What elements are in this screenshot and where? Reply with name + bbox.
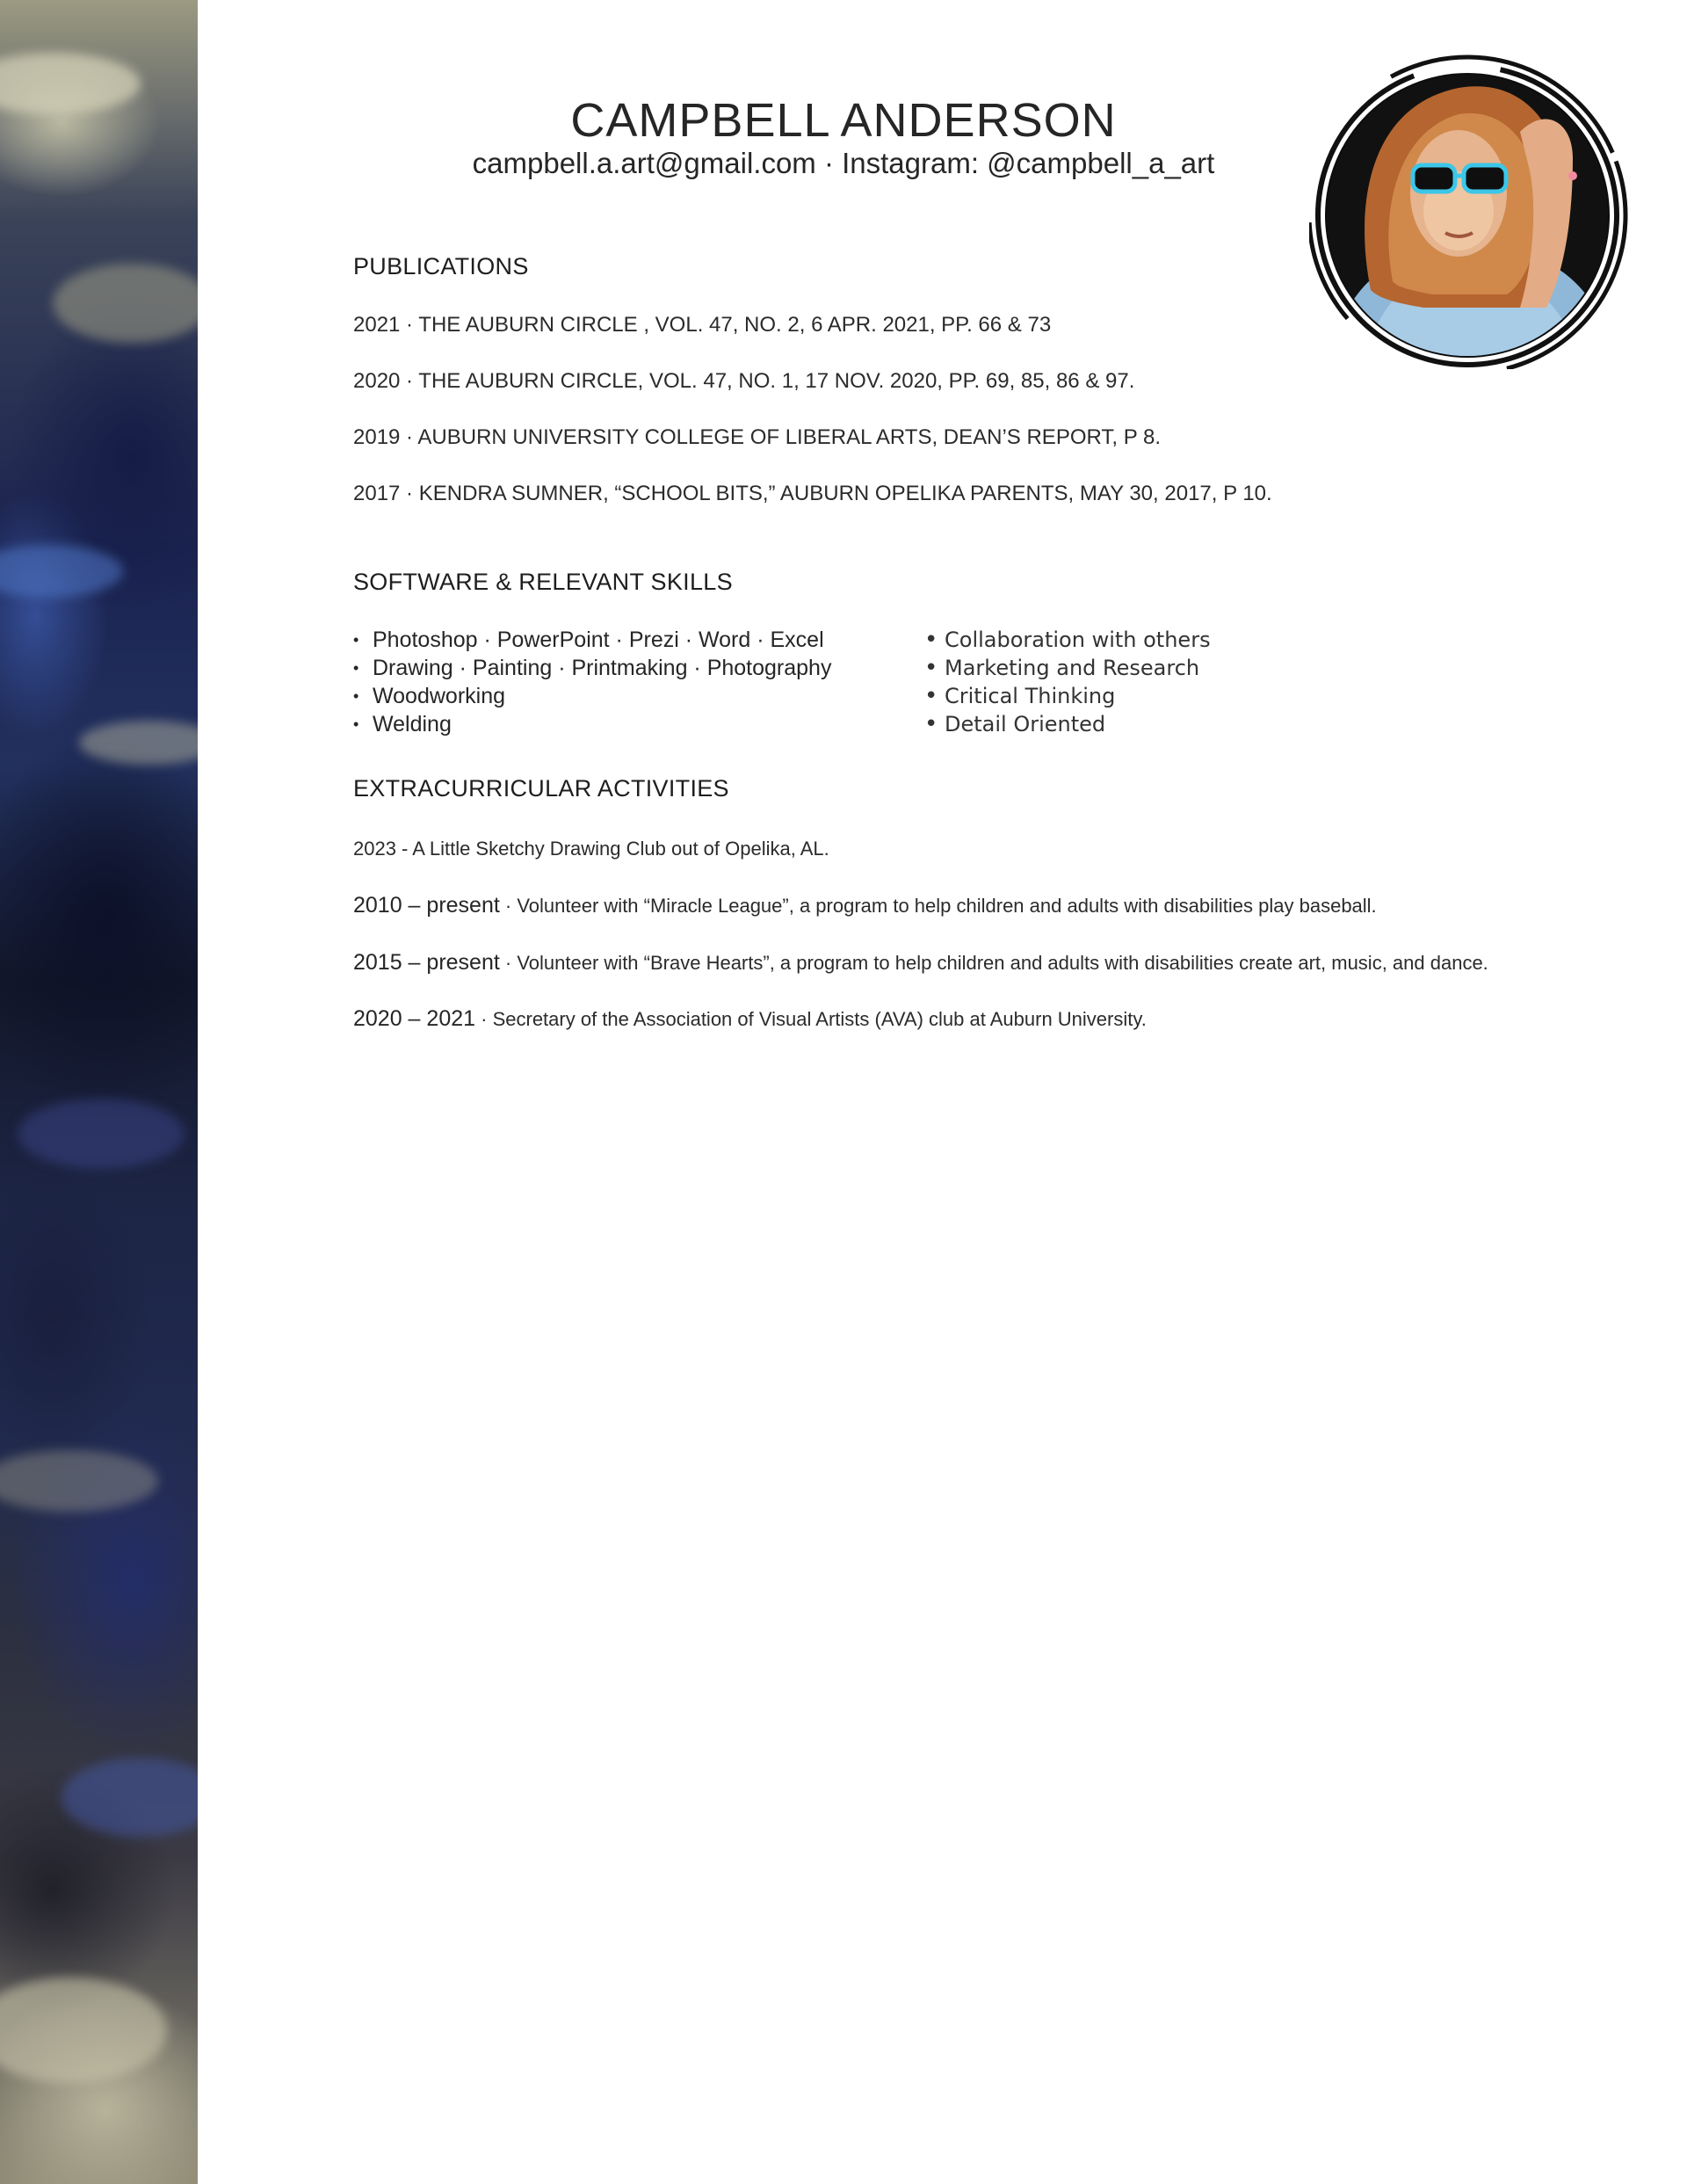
- list-item: • Woodworking: [353, 682, 831, 710]
- activity-period: 2010 – present: [353, 893, 500, 918]
- publication-item: 2021 · THE AUBURN CIRCLE , VOL. 47, NO. 2, 6 APR. 2021, PP. 66 & 73: [353, 313, 1052, 337]
- publication-item: 2019 · AUBURN UNIVERSITY COLLEGE OF LIBERAL ARTS, DEAN’S REPORT, P 8.: [353, 425, 1161, 449]
- activity-item: [353, 893, 1377, 918]
- soft-skills-list: [924, 626, 1211, 738]
- decorative-art-strip: [0, 0, 198, 2184]
- list-item: • Welding: [353, 710, 831, 738]
- activity-item: [353, 950, 1488, 976]
- portrait-illustration-icon: [1309, 26, 1643, 369]
- list-item: • Drawing · Painting · Printmaking · Photography: [353, 654, 831, 682]
- list-item: • Collaboration with others: [924, 626, 1211, 654]
- publications-heading: PUBLICATIONS: [353, 253, 529, 279]
- contact-info: campbell.a.art@gmail.com · Instagram: @campbell_a_art: [472, 147, 1215, 179]
- software-skills-list: [353, 626, 831, 738]
- activity-text: 2023 - A Little Sketchy Drawing Club out of Opelika, AL.: [353, 838, 829, 860]
- resume-name: CAMPBELL ANDERSON: [570, 94, 1117, 147]
- activities-heading: EXTRACURRICULAR ACTIVITIES: [353, 775, 729, 802]
- publication-item: 2020 · THE AUBURN CIRCLE, VOL. 47, NO. 1, 17 NOV. 2020, PP. 69, 85, 86 & 97.: [353, 369, 1135, 393]
- list-item: • Detail Oriented: [924, 710, 1211, 738]
- skills-heading: SOFTWARE & RELEVANT SKILLS: [353, 569, 733, 595]
- activity-period: 2020 – 2021: [353, 1006, 476, 1031]
- activity-text: · Secretary of the Association of Visual Artists (AVA) club at Auburn University.: [475, 1008, 1147, 1030]
- activity-period: 2015 – present: [353, 950, 500, 975]
- list-item: • Critical Thinking: [924, 682, 1211, 710]
- activity-text: · Volunteer with “Miracle League”, a program to help children and adults with disabilities play baseball.: [499, 895, 1377, 917]
- list-item: • Photoshop · PowerPoint · Prezi · Word · Excel: [353, 626, 831, 654]
- activity-item: [353, 836, 829, 861]
- activity-item: [353, 1006, 1147, 1032]
- list-item: • Marketing and Research: [924, 654, 1211, 682]
- activity-text: · Volunteer with “Brave Hearts”, a program to help children and adults with disabilities create art, music, and dance.: [499, 952, 1488, 974]
- publication-item: 2017 · KENDRA SUMNER, “SCHOOL BITS,” AUBURN OPELIKA PARENTS, MAY 30, 2017, P 10.: [353, 482, 1272, 505]
